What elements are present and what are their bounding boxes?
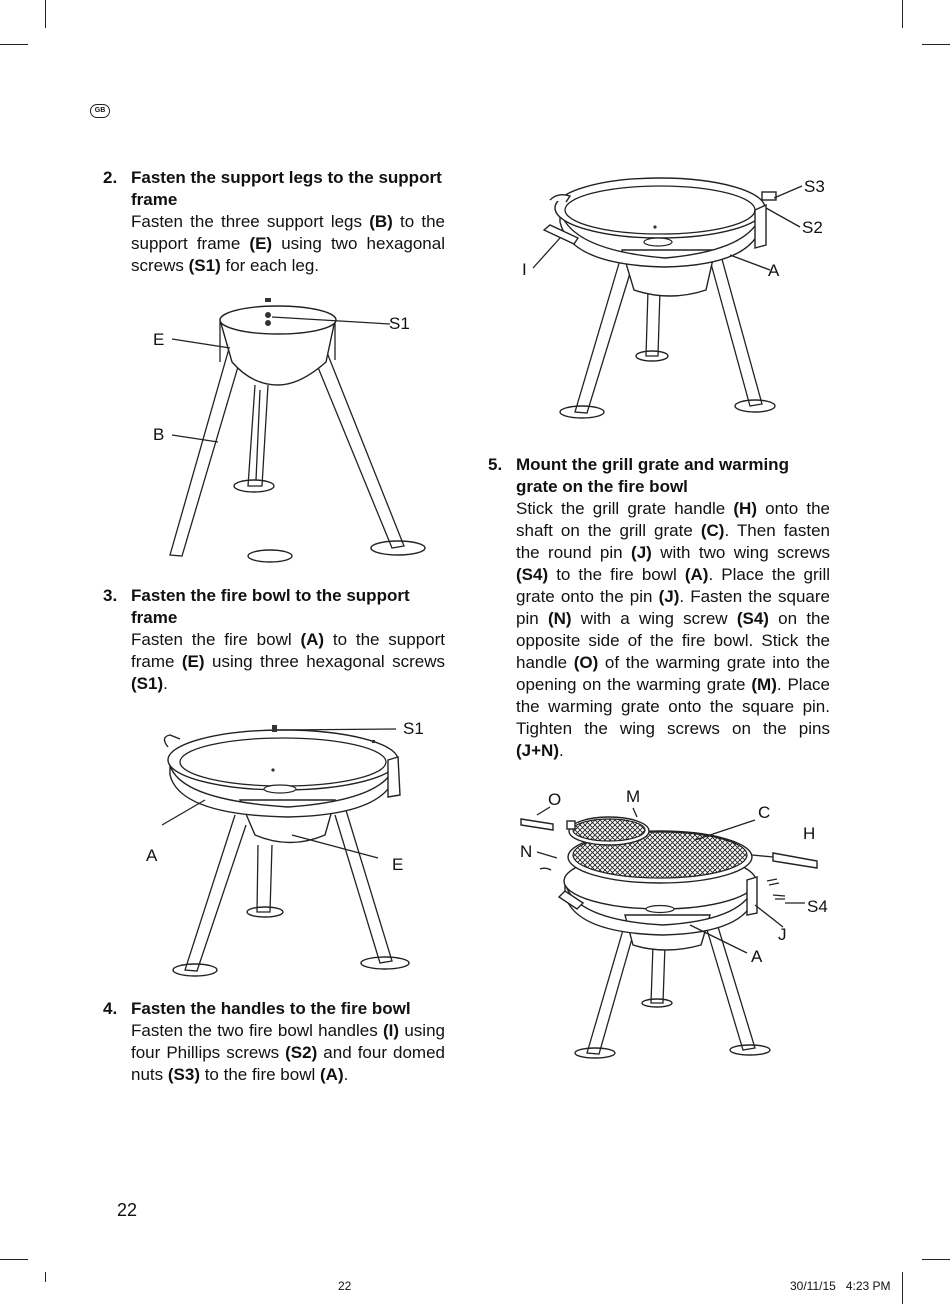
reference-code: (S1) [131, 674, 164, 693]
leader-e [292, 835, 378, 858]
leg-left [587, 930, 633, 1054]
label-s2: S2 [802, 218, 823, 237]
step-title: Fasten the handles to the fire bowl [131, 999, 411, 1018]
reference-code: (S2) [285, 1043, 318, 1062]
step-3 [103, 585, 445, 695]
handle-o [521, 819, 553, 830]
step-text: Stick the grill grate handle (H) onto the shaft on the grill grate (C). Then fasten the round pin (J) with two wing screws (S4) to the fire bowl (A). Place the grill grate onto the pin (J). Fasten the square pin (N) with a wing screw (S4) on the opposite side of the fire bowl. Stick the handle (O) of the warming grate into the opening on the warming grate (M). Place the warming grate onto the square pin. Tighten the wing screws on the pins (J+N). [516, 499, 831, 760]
handle-right [388, 757, 400, 797]
reference-code: (I) [383, 1021, 400, 1040]
handle-left [164, 735, 180, 747]
leader-s1 [277, 729, 396, 730]
reference-code: (M) [751, 675, 777, 694]
reference-code: (E) [181, 652, 205, 671]
step-text: Fasten the three support legs (B) to the support frame (E) using two hexagonal screws (S1) for each leg. [131, 212, 446, 275]
leg-left [185, 815, 246, 971]
figure-handles [530, 170, 840, 430]
crop-mark [0, 44, 28, 45]
step-5 [488, 454, 830, 762]
reference-code: (O) [573, 653, 599, 672]
foot-pad-right [371, 541, 425, 555]
leg-right [710, 252, 762, 406]
step-number: 3. [103, 586, 118, 605]
label-n: N [520, 842, 533, 861]
reference-code: (J+N) [516, 741, 559, 760]
leader-e [172, 339, 230, 348]
reference-code: (N) [547, 609, 572, 628]
label-s1: S1 [389, 314, 410, 333]
label-s1: S1 [403, 719, 424, 738]
page-number: 22 [117, 1200, 138, 1220]
step-2 [103, 167, 445, 277]
label-j: J [778, 925, 787, 944]
step-4 [103, 998, 445, 1086]
label-i: I [522, 260, 527, 279]
reference-code: (S3) [167, 1065, 200, 1084]
foot-pad-left [173, 964, 217, 976]
crop-mark [902, 0, 903, 28]
fire-bowl [168, 730, 398, 790]
leg-right [315, 350, 404, 548]
leader-a [730, 255, 770, 270]
reference-code: (A) [684, 565, 709, 584]
label-a: A [751, 947, 763, 966]
reference-code: (S4) [736, 609, 769, 628]
label-e: E [392, 855, 404, 874]
foot-pad-left [575, 1048, 615, 1058]
footer-timestamp: 30/11/15 4:23 PM [790, 1279, 891, 1293]
crop-mark [902, 1272, 903, 1304]
reference-code: (B) [369, 212, 393, 231]
handle-h [773, 853, 817, 868]
foot-pad-right [361, 957, 409, 969]
label-b: B [153, 425, 165, 444]
leader-i [533, 238, 560, 268]
label-m: M [626, 787, 641, 806]
label-s3: S3 [804, 177, 825, 196]
language-badge: GB [90, 104, 110, 118]
fire-bowl [555, 178, 765, 238]
label-a: A [146, 846, 158, 865]
reference-code: (C) [700, 521, 725, 540]
step-number: 2. [103, 168, 118, 187]
leader-s2 [766, 208, 800, 227]
leg-back [651, 945, 665, 1003]
handle-i-right [755, 205, 766, 248]
reference-code: (A) [320, 1065, 344, 1084]
step-text: Fasten the two fire bowl handles (I) using four Phillips screws (S2) and four domed nuts (S3) to the fire bowl (A). [131, 1021, 445, 1084]
reference-code: (E) [249, 234, 273, 253]
leg-back [257, 845, 272, 912]
leg-left [575, 260, 631, 413]
domed-nut [762, 192, 776, 200]
leader-n [537, 852, 557, 858]
label-s4: S4 [807, 897, 828, 916]
reference-code: (J) [631, 543, 652, 562]
foot-pad-right [730, 1045, 770, 1055]
leader-a [162, 800, 205, 825]
step-number: 5. [488, 455, 503, 474]
crop-mark [922, 1259, 950, 1260]
figure-grates [515, 795, 835, 1065]
crop-mark [0, 1259, 28, 1260]
leader-b [172, 435, 218, 442]
step-title: Fasten the support legs to the support frame [131, 168, 442, 209]
label-a: A [768, 261, 780, 280]
leader-c [695, 820, 755, 840]
reference-code: (H) [733, 499, 757, 518]
reference-code: (J) [658, 587, 680, 606]
crop-mark [45, 0, 46, 28]
label-h: H [803, 824, 816, 843]
reference-code: (S1) [188, 256, 221, 275]
leader-m [633, 808, 637, 817]
label-e: E [153, 330, 165, 349]
crop-mark [45, 1272, 46, 1282]
step-number: 4. [103, 999, 118, 1018]
crop-mark [922, 44, 950, 45]
step-text: Fasten the fire bowl (A) to the support frame (E) using three hexagonal screws (S1). [131, 630, 445, 693]
wing-screws [767, 879, 779, 885]
foot-pad-left [248, 550, 292, 562]
reference-code: (A) [300, 630, 325, 649]
leader-j [755, 905, 783, 927]
label-c: C [758, 803, 771, 822]
footer-page: 22 [338, 1279, 352, 1293]
leg-left [170, 345, 240, 556]
figure-fire-bowl [140, 715, 440, 985]
reference-code: (S4) [516, 565, 549, 584]
step-title: Mount the grill grate and warming grate on the fire bowl [516, 455, 789, 496]
label-o: O [548, 790, 562, 809]
leg-right [335, 807, 392, 963]
leg-right [705, 917, 755, 1050]
step-title: Fasten the fire bowl to the support frame [131, 586, 410, 627]
foot-pad-right [735, 400, 775, 412]
leg-back [646, 290, 660, 356]
leader-s3 [774, 186, 802, 198]
